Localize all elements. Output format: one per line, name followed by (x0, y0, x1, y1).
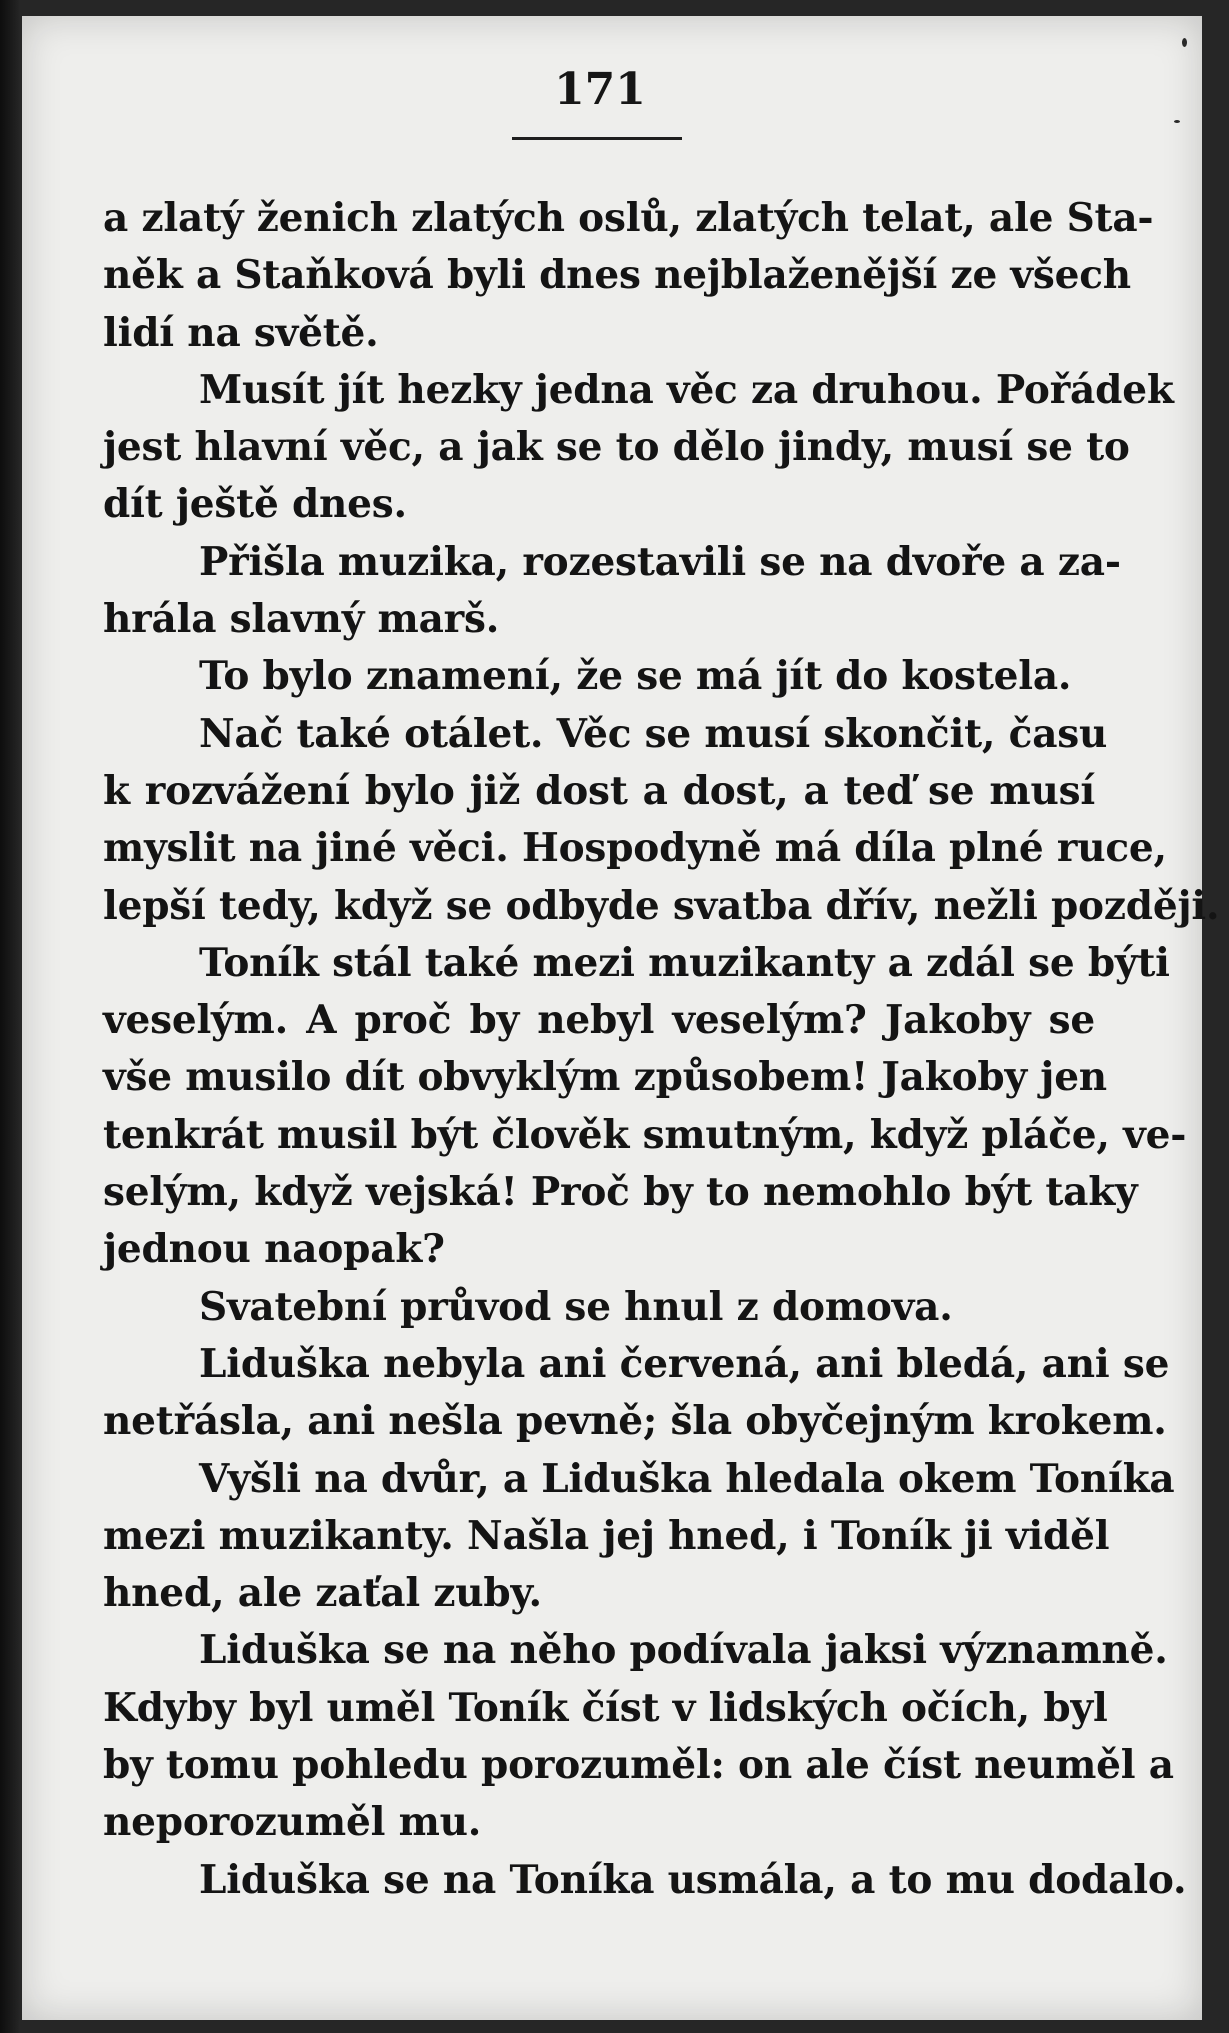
text-line: Svatební průvod se hnul z domova. (199, 1283, 953, 1330)
text-line: dít ještě dnes. (103, 481, 407, 528)
text-line: Toník stál také mezi muzikanty a zdál se býti (199, 939, 1170, 986)
text-line: vše musilo dít obvyklým způsobem! Jakoby jen (103, 1054, 1107, 1101)
text-line: To bylo znamení, že se má jít do kostela. (199, 653, 1072, 700)
text-line: hrála slavný marš. (103, 596, 500, 643)
body-text (103, 190, 1220, 1909)
text-line: myslit na jiné věci. Hospodyně má díla plné ruce, (103, 825, 1167, 872)
text-line: Musít jít hezky jedna věc za druhou. Pořádek (199, 366, 1174, 413)
text-line: mezi muzikanty. Našla jej hned, i Toník ji viděl (103, 1512, 1110, 1559)
ink-speck (1174, 120, 1180, 123)
text-line: lepší tedy, když se odbyde svatba dřív, nežli později. (103, 882, 1220, 929)
text-line: tenkrát musil být člověk smutným, když pláče, ve- (103, 1111, 1187, 1158)
text-line: netřásla, ani nešla pevně; šla obyčejným krokem. (103, 1398, 1167, 1445)
text-line: Liduška se na Toníka usmála, a to mu dodalo. (199, 1856, 1187, 1903)
header-rule (512, 137, 682, 140)
page-number: 171 (554, 64, 646, 115)
text-line: Kdyby byl uměl Toník číst v lidských očích, byl (103, 1684, 1108, 1731)
text-line: Nač také otálet. Věc se musí skončit, času (199, 710, 1108, 757)
text-line: jednou naopak? (103, 1226, 445, 1273)
text-line: selým, když vejská! Proč by to nemohlo být taky (103, 1169, 1138, 1216)
text-line: k rozvážení bylo již dost a dost, a teď se musí (103, 767, 1095, 814)
text-line: Liduška se na něho podívala jaksi významně. (199, 1627, 1168, 1674)
text-line: Liduška nebyla ani červená, ani bledá, ani se (199, 1340, 1170, 1387)
text-line: veselým. A proč by nebyl veselým? Jakoby se (103, 997, 1095, 1044)
text-line: neporozuměl mu. (103, 1799, 482, 1846)
text-line: a zlatý ženich zlatých oslů, zlatých telat, ale Sta- (103, 195, 1154, 241)
ink-speck (1182, 38, 1187, 47)
text-line: Přišla muzika, rozestavili se na dvoře a za- (199, 538, 1121, 585)
text-line: Vyšli na dvůr, a Liduška hledala okem Toníka (199, 1455, 1175, 1502)
text-line: by tomu pohledu porozuměl: on ale číst neuměl a (103, 1742, 1174, 1789)
text-line: hned, ale zaťal zuby. (103, 1570, 542, 1617)
text-line: jest hlavní věc, a jak se to dělo jindy, musí se to (103, 424, 1130, 471)
text-line: něk a Staňková byli dnes nejblaženější ze všech (103, 252, 1131, 299)
text-line: lidí na světě. (103, 309, 379, 356)
